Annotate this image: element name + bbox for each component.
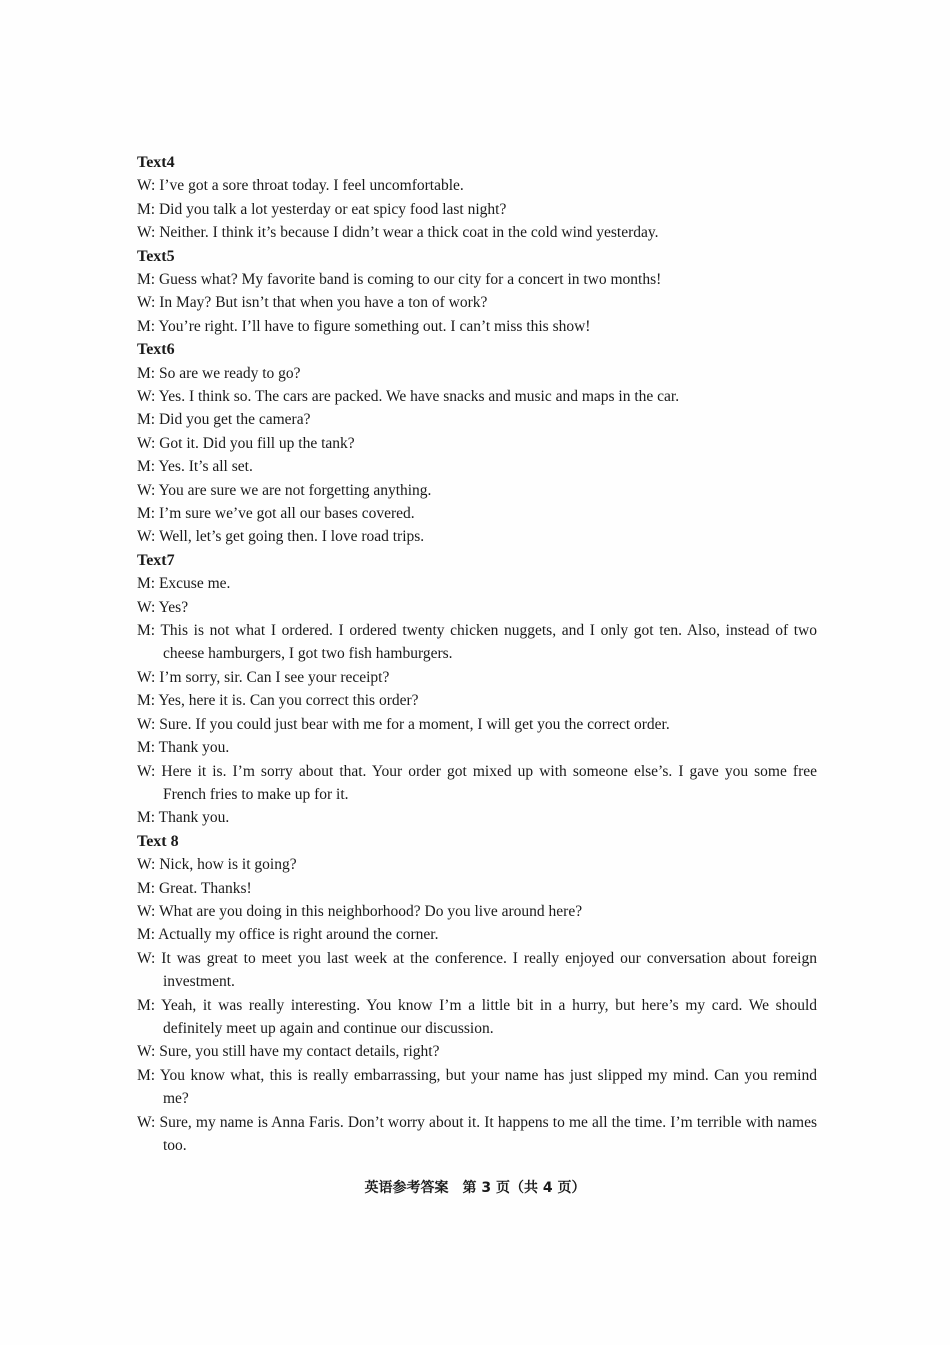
section-heading: Text4 [137, 154, 175, 171]
transcript-section [137, 338, 817, 549]
dialogue-line: W: Sure, you still have my contact details, right? [137, 1043, 440, 1061]
dialogue-line: M: Thank you. [137, 739, 230, 757]
transcript-section [137, 549, 817, 830]
dialogue-line: M: Actually my office is right around the corner. [137, 926, 439, 944]
dialogue-line: M: Excuse me. [137, 575, 231, 593]
dialogue-line: M: Yes. It’s all set. [137, 458, 253, 476]
dialogue-line: W: Yes. I think so. The cars are packed. We have snacks and music and maps in the car. [137, 388, 680, 406]
dialogue-line: W: In May? But isn’t that when you have a ton of work? [137, 294, 488, 312]
dialogue-line: M: I’m sure we’ve got all our bases covered. [137, 505, 415, 523]
dialogue-line: W: Sure, my name is Anna Faris. Don’t worry about it. It happens to me all the time. I’m terrible with names too. [137, 1113, 817, 1154]
dialogue-line: M: Guess what? My favorite band is coming to our city for a concert in two months! [137, 271, 662, 288]
dialogue-line: W: I’ve got a sore throat today. I feel uncomfortable. [137, 177, 464, 195]
dialogue-line: W: Sure. If you could just bear with me for a moment, I will get you the correct order. [137, 715, 670, 733]
dialogue-line: W: I’m sorry, sir. Can I see your receipt? [137, 668, 390, 686]
transcript-section [137, 245, 817, 339]
section-heading: Text 8 [137, 832, 179, 850]
dialogue-line: M: Yes, here it is. Can you correct this order? [137, 692, 419, 710]
section-heading: Text7 [137, 551, 175, 569]
dialogue-line: M: So are we ready to go? [137, 364, 301, 382]
dialogue-line: M: Did you talk a lot yesterday or eat spicy food last night? [137, 200, 507, 218]
page-footer: 英语参考答案 第 3 页（共 4 页） [364, 1180, 586, 1196]
dialogue-line: W: Here it is. I’m sorry about that. Your order got mixed up with someone else’s. I gave you some free French fries to make up for it. [137, 762, 817, 803]
section-heading: Text5 [137, 247, 175, 265]
dialogue-line: M: Great. Thanks! [137, 879, 252, 897]
dialogue-line: W: Well, let’s get going then. I love road trips. [137, 528, 425, 546]
dialogue-line: M: Did you get the camera? [137, 411, 311, 429]
dialogue-line: M: You’re right. I’ll have to figure something out. I can’t miss this show! [137, 317, 591, 335]
dialogue-line: M: Thank you. [137, 809, 230, 827]
dialogue-line: W: You are sure we are not forgetting anything. [137, 481, 432, 499]
dialogue-line: M: This is not what I ordered. I ordered twenty chicken nuggets, and I only got ten. Also, instead of two cheese hamburgers, I got two fish hamburgers. [137, 622, 817, 663]
dialogue-line: W: Neither. I think it’s because I didn’t wear a thick coat in the cold wind yesterday. [137, 224, 659, 242]
dialogue-line: W: Nick, how is it going? [137, 856, 297, 874]
section-heading: Text6 [137, 341, 175, 359]
dialogue-line: M: You know what, this is really embarrassing, but your name has just slipped my mind. Can you remind me? [137, 1066, 817, 1108]
dialogue-line: W: It was great to meet you last week at the conference. I really enjoyed our conversation about foreign investment. [137, 949, 817, 991]
transcript-section [137, 151, 817, 245]
dialogue-line: W: Yes? [137, 598, 189, 616]
dialogue-line: M: Yeah, it was really interesting. You know I’m a little bit in a hurry, but here’s my card. We should definitely meet up again and continue our discussion. [137, 996, 817, 1037]
dialogue-line: W: What are you doing in this neighborhood? Do you live around here? [137, 902, 583, 920]
transcript-body [137, 151, 817, 1157]
dialogue-line: W: Got it. Did you fill up the tank? [137, 434, 355, 452]
transcript-section [137, 830, 817, 1158]
